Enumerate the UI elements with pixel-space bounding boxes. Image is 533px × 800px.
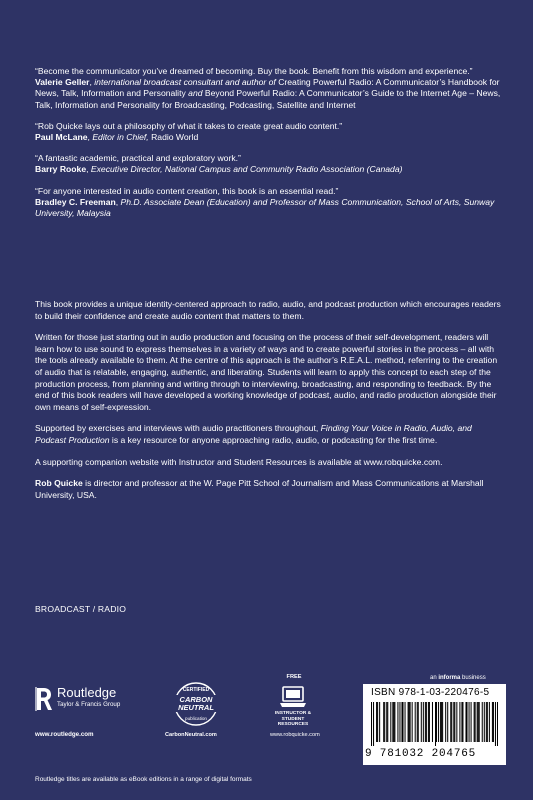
carbon-brand-top: CARBON <box>179 695 213 704</box>
review-item <box>35 121 505 143</box>
barcode-bar <box>415 702 416 742</box>
ean-digits: 9 781032 204765 <box>365 748 477 760</box>
subject-category: BROADCAST / RADIO <box>35 604 127 614</box>
review-quote: “For anyone interested in audio content creation, this book is an essential read.” <box>35 185 339 196</box>
blurb-p3-post: is a key resource for anyone approaching radio, audio, or podcasting for the first time. <box>109 434 438 445</box>
barcode-bar <box>386 702 387 742</box>
barcode-bar <box>412 702 413 742</box>
barcode-bar <box>392 702 393 742</box>
barcode-bar <box>492 702 493 742</box>
barcode-bar <box>371 702 372 746</box>
barcode-bar <box>477 702 478 742</box>
barcode-bar <box>403 702 404 742</box>
barcode-bar <box>487 702 488 742</box>
barcode-bar <box>421 702 422 742</box>
carbon-brand-bottom: NEUTRAL <box>178 703 214 712</box>
barcode-bar <box>376 702 377 742</box>
barcode-bar <box>441 702 442 742</box>
barcode-bar <box>401 702 402 742</box>
reviewer-credit: , <box>89 77 95 88</box>
publisher-group: Taylor & Francis Group <box>57 701 121 708</box>
barcode-bar <box>426 702 427 742</box>
barcode-bar <box>465 702 466 742</box>
reviewer-name: Barry Rooke <box>35 164 87 175</box>
reviewer-credit: Ph.D. Associate Dean (Education) and Professor of Mass Communication, School of Arts, Sunway University, Malaysia <box>35 196 495 219</box>
reviewer-credit: , <box>87 132 93 143</box>
barcode-bar <box>495 702 496 746</box>
blurb-paragraph-1: This book provides a unique identity-centered approach to radio, audio, and podcast production which encourages readers to build their confidence and create audio content that matters to them. <box>35 299 501 321</box>
reviewer-credit: Executive Director, National Campus and Community Radio Association (Canada) <box>90 164 403 175</box>
reviewer-name: Valerie Geller <box>35 77 90 88</box>
barcode-bar <box>394 702 395 742</box>
barcode-bar <box>379 702 380 742</box>
description-section <box>35 299 505 511</box>
reviewer-credit: Beyond Powerful Radio: A Communicator’s Guide to the Internet Age – News, Talk, Information and Personality for Broadcasting, Podcasting, Satellite and Internet <box>35 88 501 110</box>
reviewer-credit: international broadcast consultant and author of <box>94 77 279 88</box>
barcode-bar <box>479 702 480 742</box>
barcode-bar <box>478 702 479 742</box>
blurb-paragraph-3 <box>35 423 505 446</box>
blurb-paragraph-2: Written for those just starting out in audio production and focusing on the process of their self-development, readers will learn how to use sound to express themselves in a variety of ways and to create powerful stories in the process – all with the tools already available to them. At the centre of this approach is the author’s R.E.A.L. method, referring to the creation of audio that is relatable, engaging, authentic, and liberating. Students will learn to apply this concept to each step of the production process, from planning and writing through to interviewing, broadcasting, and responding to feedback. By the end of this book readers will have developed a working knowledge of podcast, audio, and radio production alongside their own means of self-expression. <box>35 332 498 412</box>
barcode-bar <box>390 702 391 742</box>
barcode-bar <box>486 702 487 742</box>
barcode-bar <box>409 702 410 742</box>
book-title: Finding Your Voice in Radio, Audio, and Podcast Production <box>35 423 472 445</box>
barcode-bar <box>456 702 457 742</box>
review-quote: “A fantastic academic, practical and exploratory work.” <box>35 153 241 164</box>
review-quote: “Rob Quicke lays out a philosophy of what it takes to create great audio content.” <box>35 120 343 131</box>
barcode-bar <box>417 702 418 742</box>
barcode-bar <box>474 702 475 742</box>
barcode-bar <box>423 702 424 742</box>
carbon-publication: publication <box>185 716 207 721</box>
carbon-neutral-url: CarbonNeutral.com <box>165 732 217 738</box>
barcode-bar <box>497 702 498 746</box>
barcode-bar <box>429 702 430 742</box>
barcode-bar <box>469 702 470 742</box>
reviewer-credit: , <box>86 164 91 175</box>
informa-suffix: business <box>460 675 486 681</box>
barcode-bar <box>462 702 463 742</box>
barcode-bar <box>493 702 494 742</box>
barcode-bar <box>482 702 483 742</box>
barcode-bar <box>387 702 388 742</box>
barcode-bar <box>425 702 426 742</box>
barcode-bar <box>436 702 437 742</box>
reviewer-credit: Editor in Chief, <box>92 132 149 143</box>
reviewer-credit: , <box>115 196 121 207</box>
barcode-bar <box>453 702 454 742</box>
review-quote: “Become the communicator you’ve dreamed of becoming. Buy the book. Benefit from this wisdom and experience.” <box>35 66 473 76</box>
routledge-r-icon <box>35 686 53 712</box>
barcode-bar <box>451 702 452 742</box>
informa-brand: informa <box>438 675 461 681</box>
barcode-bar <box>442 702 443 742</box>
barcode-bar <box>399 702 400 742</box>
informa-tagline <box>430 675 486 681</box>
barcode-bar <box>377 702 378 742</box>
barcode-bar <box>475 702 476 742</box>
barcode-bar <box>428 702 429 742</box>
carbon-neutral-badge-icon <box>164 680 228 728</box>
carbon-certified: CERTIFIED <box>182 687 210 693</box>
barcode-bar <box>373 702 374 746</box>
barcode-bar <box>489 702 490 742</box>
isbn-barcode-box <box>363 684 506 765</box>
barcode-bar <box>384 702 385 742</box>
reviewer-name: Paul McLane <box>35 132 88 143</box>
barcode-bar <box>383 702 384 742</box>
author-bio-text: is director and professor at the W. Page Pitt School of Journalism and Mass Communications at Marshall University, USA. <box>35 478 484 500</box>
reviewer-credit: and <box>188 88 203 99</box>
barcode-bar <box>445 702 446 742</box>
barcode-bar <box>410 702 411 742</box>
barcode-bar <box>461 702 462 742</box>
barcode-bar <box>447 702 448 742</box>
reviewer-credit: Creating Powerful Radio: A Communicator’s Handbook for News, Talk, Information and Personality <box>35 77 500 99</box>
resources-label: INSTRUCTOR & STUDENT RESOURCES <box>274 711 312 728</box>
barcode-icon <box>371 702 498 746</box>
barcode-bar <box>432 702 433 742</box>
informa-prefix: an <box>430 675 439 681</box>
review-item <box>35 66 505 111</box>
ebook-note: Routledge titles are available as eBook editions in a range of digital formats <box>35 776 252 783</box>
barcode-bar <box>418 702 419 742</box>
blurb-p3-pre: Supported by exercises and interviews with audio practitioners throughout, <box>35 423 321 434</box>
reviews-section <box>35 66 505 229</box>
barcode-bar <box>459 702 460 742</box>
barcode-bar <box>471 702 472 742</box>
resources-free-label: FREE <box>286 674 302 680</box>
laptop-icon <box>278 684 308 710</box>
isbn-label: ISBN 978-1-03-220476-5 <box>371 687 490 698</box>
reviewer-credit: Radio World <box>148 132 199 143</box>
barcode-bar <box>438 702 439 742</box>
resources-url: www.robquicke.com <box>270 732 320 738</box>
barcode-bar <box>454 702 455 742</box>
review-item <box>35 153 505 175</box>
reviewer-name: Bradley C. Freeman <box>35 196 116 207</box>
barcode-bar <box>440 702 441 742</box>
barcode-bar <box>435 702 436 746</box>
barcode-bar <box>484 702 485 742</box>
barcode-bar <box>393 702 394 742</box>
blurb-paragraph-4: A supporting companion website with Instructor and Student Resources is available at www.robquicke.com. <box>35 456 443 467</box>
barcode-bar <box>450 702 451 742</box>
barcode-bar <box>397 702 398 742</box>
barcode-bar <box>405 702 406 742</box>
review-item <box>35 186 505 220</box>
author-bio <box>35 478 505 501</box>
barcode-bar <box>408 702 409 742</box>
author-name: Rob Quicke <box>35 478 83 489</box>
barcode-bar <box>467 702 468 742</box>
publisher-name: Routledge <box>57 685 117 700</box>
publisher-url: www.routledge.com <box>35 731 94 738</box>
